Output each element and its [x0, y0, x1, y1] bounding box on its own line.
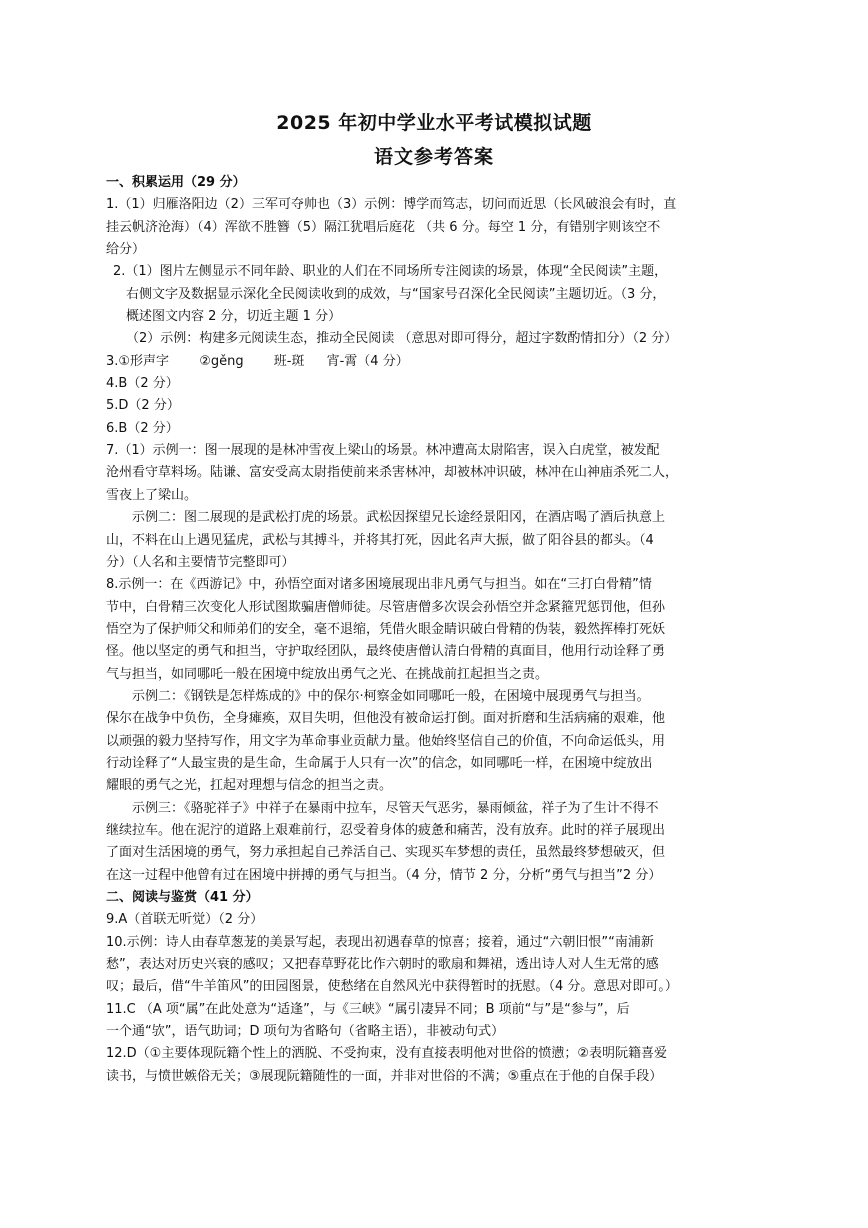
- answer-line: 一个通“欤”，语气助词；D 项句为省略句（省略主语），非被动句式）: [106, 1024, 505, 1040]
- answer-line: 节中，白骨精三次变化人形试图欺骗唐僧师徒。尽管唐僧多次误会孙悟空并念紧箍咒惩罚他，但孙: [106, 599, 666, 615]
- answer-line: 行动诠释了“人最宝贵的是生命，生命属于人只有一次”的信念，如同哪吒一样，在困境中绽放出: [106, 755, 653, 771]
- answer-line: 沧州看守草料场。陆谦、富安受高太尉指使前来杀害林冲，却被林冲识破，林冲在山神庙杀死二人，: [106, 465, 679, 481]
- answer-line: 以顽强的毅力坚持写作，用文字为革命事业贡献力量。他始终坚信自己的价值，不向命运低头，用: [106, 733, 666, 749]
- answer-part: 班-斑: [273, 353, 305, 369]
- document-subtitle: 语文参考答案: [373, 146, 494, 168]
- answer-line: 读书，与愤世嫉俗无关；③展现阮籍随性的一面，并非对世俗的不满；⑤重点在于他的自保手段）: [106, 1068, 663, 1084]
- answer-line: 继续拉车。他在泥泞的道路上艰难前行，忍受着身体的疲惫和痛苦，没有放弃。此时的祥子展现出: [106, 822, 666, 838]
- answer-line: 11.C （A 项“属”在此处意为“适逢”，与《三峡》“属引凄异不同；B 项前“与”是“参与”，后: [106, 1001, 630, 1017]
- answer-line: 9.A（首联无听觉）（2 分）: [106, 912, 264, 928]
- answer-line: 2.（1）图片左侧显示不同年龄、职业的人们在不同场所专注阅读的场景，体现“全民阅读”主题，: [113, 264, 668, 280]
- document-title: 2025 年初中学业水平考试模拟试题: [276, 112, 592, 134]
- answer-line: 怪。他以坚定的勇气和担当，守护取经团队，最终使唐僧认清白骨精的真面目，他用行动诠释了勇: [106, 644, 666, 660]
- answer-line: 7.（1）示例一：图一展现的是林冲雪夜上梁山的场景。林冲遭高太尉陷害，误入白虎堂，被发配: [106, 443, 660, 459]
- section-heading: 一、积累运用（29 分）: [106, 175, 246, 190]
- answer-line: 示例二：《钢铁是怎样炼成的》中的保尔·柯察金如同哪吒一般，在困境中展现勇气与担当。: [132, 688, 650, 704]
- answer-line: 6.B（2 分）: [106, 420, 179, 436]
- answer-line: [106, 351, 766, 373]
- answer-line: 叹；最后，借“牛羊笛风”的田园图景，使愁绪在自然风光中获得暂时的抚慰。（4 分。意思对即可。）: [106, 979, 678, 995]
- answer-line: 气与担当，如同哪吒一般在困境中绽放出勇气之光、在挑战前扛起担当之责。: [106, 666, 549, 682]
- answer-part: ②gěng: [199, 353, 244, 369]
- answer-line: 10.示例：诗人由春草葱茏的美景写起，表现出初遇春草的惊喜；接着，通过“六朝旧恨”“南浦新: [106, 934, 654, 950]
- answer-line: 分）（人名和主要情节完整即可）: [106, 554, 295, 570]
- answer-line: 4.B（2 分）: [106, 376, 179, 392]
- answer-line: 5.D（2 分）: [106, 398, 180, 414]
- answer-line: 山，不料在山上遇见猛虎，武松与其搏斗，并将其打死，因此名声大振，做了阳谷县的都头。（4: [106, 532, 654, 548]
- answer-line: 示例三：《骆驼祥子》中祥子在暴雨中拉车，尽管天气恶劣，暴雨倾盆，祥子为了生计不得不: [132, 800, 659, 816]
- answer-line: 概述图文内容 2 分，切近主题 1 分）: [126, 309, 342, 325]
- answer-line: （2）示例：构建多元阅读生态，推动全民阅读 （意思对即可得分，超过字数酌情扣分）（2 分）: [126, 331, 678, 347]
- answer-part: 宵-霄（4 分）: [326, 353, 409, 369]
- answer-line: 1.（1）归雁洛阳边（2）三军可夺帅也（3）示例：博学而笃志，切问而近思（长风破浪会有时，直: [106, 197, 677, 213]
- answer-line: 愁”，表达对历史兴衰的感叹；又把春草野花比作六朝时的歌扇和舞裙，透出诗人对人生无常的感: [106, 957, 659, 973]
- answer-part: 3.①形声字: [106, 353, 170, 369]
- answer-line: 右侧文字及数据显示深化全民阅读收到的成效，与“国家号召深化全民阅读”主题切近。（3 分，: [126, 286, 666, 302]
- answer-line: 保尔在战争中负伤，全身瘫痪，双目失明，但他没有被命运打倒。面对折磨和生活病痛的艰难，他: [106, 711, 666, 727]
- answer-line: 悟空为了保护师父和师弟们的安全，毫不退缩，凭借火眼金睛识破白骨精的伪装，毅然挥棒打死妖: [106, 621, 666, 637]
- answer-line: 了面对生活困境的勇气，努力承担起自己养活自己、实现买车梦想的责任，虽然最终梦想破灭，但: [106, 845, 666, 861]
- answer-line: 耀眼的勇气之光，扛起对理想与信念的担当之责。: [106, 778, 393, 794]
- answer-body: [106, 172, 766, 1088]
- answer-line: 挂云帆济沧海）（4）浑欲不胜簪（5）隔江犹唱后庭花 （共 6 分。每空 1 分，有错别字则该空不: [106, 219, 661, 235]
- answer-line: 雪夜上了梁山。: [106, 487, 198, 503]
- section-heading: 二、阅读与鉴赏（41 分）: [106, 890, 259, 905]
- answer-line: 8.示例一：在《西游记》中，孙悟空面对诸多困境展现出非凡勇气与担当。如在“三打白骨精”情: [106, 577, 652, 593]
- answer-line: 给分）: [106, 242, 146, 258]
- answer-line: 12.D（①主要体现阮籍个性上的洒脱、不受拘束，没有直接表明他对世俗的愤懑；②表明阮籍喜爱: [106, 1046, 667, 1062]
- answer-line: 示例二：图二展现的是武松打虎的场景。武松因探望兄长途经景阳冈，在酒店喝了酒后执意上: [132, 510, 666, 526]
- answer-line: 在这一过程中他曾有过在困境中拼搏的勇气与担当。（4 分，情节 2 分，分析“勇气与担当”2 分）: [106, 867, 662, 883]
